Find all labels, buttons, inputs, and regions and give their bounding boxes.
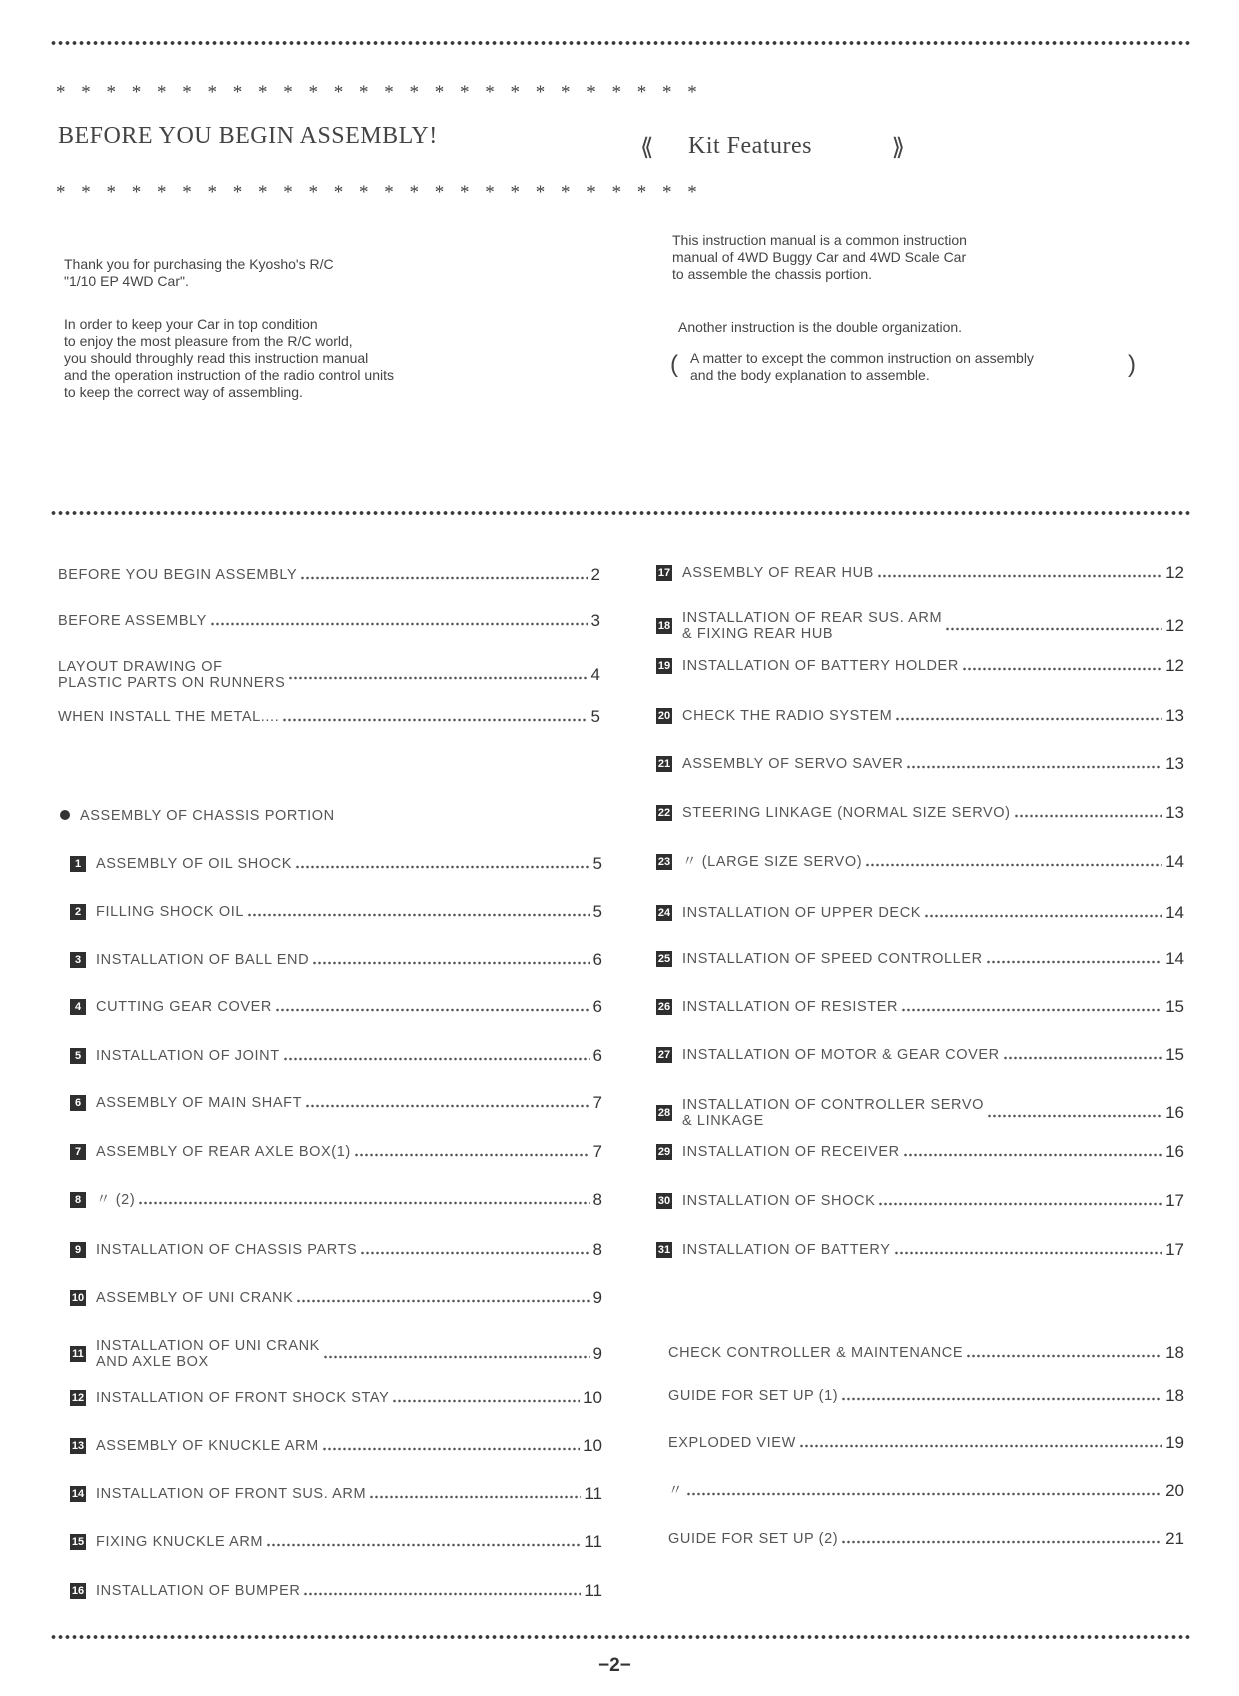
step-number-badge: 6 <box>70 1095 86 1111</box>
step-number-badge: 21 <box>657 758 671 770</box>
toc-entry-label: INSTALLATION OF JOINT <box>96 1048 280 1064</box>
dot-leader <box>903 1153 1162 1157</box>
toc-entry-page: 10 <box>583 1436 602 1455</box>
dot-leader <box>275 1008 590 1012</box>
dot-leader <box>312 961 589 965</box>
step-number-badge: 19 <box>657 660 671 672</box>
toc-entry-page: 11 <box>584 1484 602 1503</box>
toc-entry <box>70 1581 602 1601</box>
toc-entry-label: 〃 (LARGE SIZE SERVO) <box>682 854 863 870</box>
stars-top: * * * * * * * * * * * * * * * * * * * * * * * * * * <box>56 82 703 103</box>
toc-entry <box>668 1343 1184 1363</box>
toc-entry-page: 12 <box>1165 656 1184 675</box>
paren-close: ) <box>1128 351 1136 378</box>
toc-entry-page: 18 <box>1165 1386 1184 1405</box>
dot-leader <box>987 1114 1162 1118</box>
toc-entry <box>668 1481 1184 1501</box>
toc-entry-label: EXPLODED VIEW <box>668 1435 796 1451</box>
toc-entry-label: INSTALLATION OF BATTERY HOLDER <box>682 658 959 674</box>
dot-leader <box>296 1299 589 1303</box>
dot-leader <box>266 1543 581 1547</box>
dot-leader <box>878 1202 1162 1206</box>
toc-entry-label: INSTALLATION OF RESISTER <box>682 999 899 1015</box>
toc-entry <box>70 1142 602 1162</box>
toc-entry-label: ASSEMBLY OF KNUCKLE ARM <box>96 1438 319 1454</box>
toc-entry-label: INSTALLATION OF CONTROLLER SERVO & LINKAGE <box>682 1097 985 1129</box>
toc-entry-page: 6 <box>592 1046 602 1065</box>
step-number-badge: 17 <box>657 567 671 579</box>
toc-entry <box>58 565 600 585</box>
step-number-badge: 29 <box>657 1146 671 1158</box>
toc-entry-label: BEFORE ASSEMBLY <box>58 613 207 629</box>
toc-entry-label: INSTALLATION OF BUMPER <box>96 1583 301 1599</box>
dot-leader <box>303 1592 581 1596</box>
toc-entry-label: FIXING KNUCKLE ARM <box>96 1534 264 1550</box>
right-bracket: ⟫ <box>891 135 905 161</box>
step-number-badge: 18 <box>657 620 671 632</box>
toc-entry <box>656 706 1184 726</box>
toc-entry-page: 12 <box>1165 563 1184 582</box>
toc-entry-label: ASSEMBLY OF UNI CRANK <box>96 1290 294 1306</box>
toc-entry <box>668 1529 1184 1549</box>
dot-leader <box>841 1540 1162 1544</box>
toc-entry-page: 13 <box>1165 706 1184 725</box>
step-number-badge: 23 <box>657 856 671 868</box>
chassis-section-heading <box>60 808 335 824</box>
toc-entry-label: STEERING LINKAGE (NORMAL SIZE SERVO) <box>682 805 1011 821</box>
toc-entry <box>668 1433 1184 1453</box>
left-bracket: ⟪ <box>640 135 654 161</box>
toc-entry-label: 〃 (2) <box>96 1192 136 1208</box>
dot-leader <box>966 1354 1162 1358</box>
step-number-badge: 3 <box>70 952 86 968</box>
toc-entry <box>70 1532 602 1552</box>
toc-entry-page: 13 <box>1165 803 1184 822</box>
dot-leader <box>1003 1056 1162 1060</box>
intro-matter: A matter to except the common instruction on assembly and the body explanation to assemble. <box>690 350 1034 383</box>
toc-entry-label: LAYOUT DRAWING OF PLASTIC PARTS ON RUNNERS <box>58 659 286 691</box>
toc-entry-label: INSTALLATION OF BATTERY <box>682 1242 891 1258</box>
step-number-badge: 8 <box>70 1192 86 1208</box>
stars-bottom: * * * * * * * * * * * * * * * * * * * * * * * * * * <box>56 182 703 203</box>
toc-entry <box>70 854 602 874</box>
dot-leader <box>210 622 588 626</box>
toc-entry-label: ASSEMBLY OF REAR AXLE BOX(1) <box>96 1144 351 1160</box>
dot-leader <box>288 676 587 680</box>
step-number-badge: 2 <box>70 904 86 920</box>
toc-entry-page: 5 <box>590 707 600 726</box>
dot-leader <box>283 1057 590 1061</box>
toc-entry-page: 16 <box>1165 1103 1184 1122</box>
toc-entry <box>58 659 600 691</box>
toc-entry-label: ASSEMBLY OF SERVO SAVER <box>682 756 904 772</box>
toc-entry <box>656 563 1184 583</box>
toc-entry-label: INSTALLATION OF REAR SUS. ARM & FIXING REAR HUB <box>682 610 943 642</box>
dot-leader <box>799 1444 1162 1448</box>
toc-entry-label: INSTALLATION OF BALL END <box>96 952 310 968</box>
toc-entry-page: 14 <box>1165 903 1184 922</box>
toc-entry <box>58 707 600 727</box>
toc-entry <box>70 1436 602 1456</box>
toc-entry <box>656 852 1184 872</box>
toc-entry-label: INSTALLATION OF FRONT SUS. ARM <box>96 1486 367 1502</box>
toc-entry <box>656 1191 1184 1211</box>
toc-entry <box>70 1240 602 1260</box>
dot-leader <box>369 1495 581 1499</box>
toc-entry <box>656 1142 1184 1162</box>
toc-entry-page: 8 <box>592 1190 602 1209</box>
dot-leader <box>986 960 1162 964</box>
step-number-badge: 7 <box>70 1144 86 1160</box>
toc-entry <box>656 656 1184 676</box>
toc-entry <box>656 1240 1184 1260</box>
toc-entry <box>58 611 600 631</box>
dot-leader <box>924 914 1162 918</box>
paren-open: ( <box>670 351 678 378</box>
step-number-badge: 31 <box>657 1244 671 1256</box>
bottom-dotted-rule <box>50 1634 1190 1640</box>
intro-thanks: Thank you for purchasing the Kyosho's R/C "1/10 EP 4WD Car". <box>64 256 334 289</box>
toc-entry-page: 5 <box>592 854 602 873</box>
dot-leader <box>895 717 1162 721</box>
dot-leader <box>894 1251 1163 1255</box>
toc-entry-label: ASSEMBLY OF MAIN SHAFT <box>96 1095 303 1111</box>
toc-entry <box>656 754 1184 774</box>
step-number-badge: 30 <box>657 1195 671 1207</box>
toc-entry-page: 6 <box>592 950 602 969</box>
page-title: BEFORE YOU BEGIN ASSEMBLY! <box>58 123 438 149</box>
toc-entry-page: 12 <box>1165 616 1184 635</box>
dot-leader <box>901 1008 1162 1012</box>
step-number-badge: 10 <box>71 1292 85 1304</box>
dot-leader <box>945 627 1162 631</box>
step-number-badge: 5 <box>70 1048 86 1064</box>
toc-entry-page: 17 <box>1165 1240 1184 1259</box>
page-number: −2− <box>598 1655 631 1676</box>
step-number-badge: 24 <box>657 907 671 919</box>
dot-leader <box>295 865 589 869</box>
chassis-heading-label: ASSEMBLY OF CHASSIS PORTION <box>80 808 335 824</box>
step-number-badge: 25 <box>657 953 671 965</box>
dot-leader <box>322 1447 580 1451</box>
toc-entry-page: 2 <box>590 565 600 584</box>
step-number-badge: 1 <box>70 856 86 872</box>
step-number-badge: 14 <box>71 1488 85 1500</box>
step-number-badge: 4 <box>70 999 86 1015</box>
step-number-badge: 9 <box>70 1242 86 1258</box>
toc-entry-label: CHECK THE RADIO SYSTEM <box>682 708 893 724</box>
toc-entry <box>668 1386 1184 1406</box>
dot-leader <box>392 1399 580 1403</box>
step-number-badge: 28 <box>657 1107 671 1119</box>
toc-entry <box>70 1484 602 1504</box>
dot-leader <box>865 863 1162 867</box>
intro-manual: This instruction manual is a common instruction manual of 4WD Buggy Car and 4WD Scale Car to assemble the chassis portion. <box>672 232 967 282</box>
dot-leader <box>354 1153 590 1157</box>
step-number-badge: 27 <box>657 1049 671 1061</box>
toc-entry-label: INSTALLATION OF MOTOR & GEAR COVER <box>682 1047 1000 1063</box>
dot-leader <box>305 1104 589 1108</box>
middle-dotted-rule <box>50 510 1190 516</box>
toc-entry <box>70 1338 602 1370</box>
dot-leader <box>360 1251 589 1255</box>
step-number-badge: 11 <box>70 1346 86 1362</box>
toc-entry-label: ASSEMBLY OF REAR HUB <box>682 565 874 581</box>
toc-entry-label: 〃 <box>668 1483 684 1499</box>
toc-entry-page: 9 <box>592 1344 602 1363</box>
toc-entry-label: BEFORE YOU BEGIN ASSEMBLY <box>58 567 298 583</box>
bullet-icon <box>60 810 70 820</box>
toc-entry <box>70 1288 602 1308</box>
toc-entry-label: INSTALLATION OF CHASSIS PARTS <box>96 1242 358 1258</box>
toc-entry-page: 3 <box>590 611 600 630</box>
toc-entry <box>656 1045 1184 1065</box>
toc-entry-page: 16 <box>1165 1142 1184 1161</box>
toc-entry-page: 20 <box>1165 1481 1184 1500</box>
toc-entry-page: 9 <box>592 1288 602 1307</box>
toc-entry-label: GUIDE FOR SET UP (2) <box>668 1531 839 1547</box>
toc-entry-page: 13 <box>1165 754 1184 773</box>
step-number-badge: 12 <box>71 1392 85 1404</box>
toc-entry <box>70 902 602 922</box>
toc-entry-page: 15 <box>1165 997 1184 1016</box>
dot-leader <box>323 1355 590 1359</box>
toc-entry-page: 11 <box>584 1532 602 1551</box>
toc-entry <box>656 997 1184 1017</box>
toc-entry <box>70 1093 602 1113</box>
dot-leader <box>841 1397 1162 1401</box>
toc-entry-page: 14 <box>1165 852 1184 871</box>
toc-entry-page: 19 <box>1165 1433 1184 1452</box>
toc-entry-page: 5 <box>592 902 602 921</box>
toc-entry-page: 17 <box>1165 1191 1184 1210</box>
dot-leader <box>877 574 1162 578</box>
intro-order: In order to keep your Car in top condition to enjoy the most pleasure from the R/C world, you should throughly read this instruction manual and the operation instruction of the radio control units to keep the correct way of assembling. <box>64 316 394 400</box>
intro-another: Another instruction is the double organization. <box>678 319 963 335</box>
dot-leader <box>247 913 590 917</box>
toc-entry <box>656 1097 1184 1129</box>
step-number-badge: 20 <box>657 710 671 722</box>
dot-leader <box>906 765 1162 769</box>
dot-leader <box>962 667 1162 671</box>
toc-entry-label: WHEN INSTALL THE METAL.... <box>58 709 280 725</box>
toc-entry-page: 14 <box>1165 949 1184 968</box>
kit-features-title: Kit Features <box>688 133 812 159</box>
toc-entry <box>656 949 1184 969</box>
toc-entry <box>656 903 1184 923</box>
toc-entry <box>70 1046 602 1066</box>
toc-entry-page: 4 <box>590 665 600 684</box>
dot-leader <box>282 718 587 722</box>
toc-entry <box>70 1190 602 1210</box>
toc-entry <box>70 997 602 1017</box>
toc-entry-page: 8 <box>592 1240 602 1259</box>
toc-entry-page: 7 <box>592 1142 602 1161</box>
toc-entry-label: CHECK CONTROLLER & MAINTENANCE <box>668 1345 964 1361</box>
step-number-badge: 13 <box>71 1440 85 1452</box>
toc-entry-label: GUIDE FOR SET UP (1) <box>668 1388 839 1404</box>
toc-entry-label: ASSEMBLY OF OIL SHOCK <box>96 856 293 872</box>
step-number-badge: 15 <box>71 1536 85 1548</box>
step-number-badge: 26 <box>657 1001 671 1013</box>
toc-entry-label: INSTALLATION OF SPEED CONTROLLER <box>682 951 983 967</box>
dot-leader <box>138 1201 589 1205</box>
toc-entry-page: 7 <box>592 1093 602 1112</box>
toc-entry-label: INSTALLATION OF UPPER DECK <box>682 905 922 921</box>
toc-entry <box>70 950 602 970</box>
toc-entry-label: INSTALLATION OF RECEIVER <box>682 1144 900 1160</box>
top-dotted-rule <box>50 40 1190 46</box>
toc-entry-page: 18 <box>1165 1343 1184 1362</box>
toc-entry-label: CUTTING GEAR COVER <box>96 999 272 1015</box>
dot-leader <box>686 1492 1162 1496</box>
toc-entry-label: INSTALLATION OF SHOCK <box>682 1193 876 1209</box>
toc-entry <box>70 1388 602 1408</box>
toc-entry-label: INSTALLATION OF UNI CRANK AND AXLE BOX <box>96 1338 320 1370</box>
toc-entry <box>656 610 1184 642</box>
toc-entry-page: 11 <box>584 1581 602 1600</box>
step-number-badge: 22 <box>657 807 671 819</box>
toc-entry <box>656 803 1184 823</box>
toc-entry-page: 15 <box>1165 1045 1184 1064</box>
dot-leader <box>1014 814 1163 818</box>
step-number-badge: 16 <box>71 1585 85 1597</box>
toc-entry-page: 21 <box>1165 1529 1184 1548</box>
dot-leader <box>300 576 587 580</box>
toc-entry-label: FILLING SHOCK OIL <box>96 904 244 920</box>
toc-entry-label: INSTALLATION OF FRONT SHOCK STAY <box>96 1390 390 1406</box>
toc-entry-page: 6 <box>592 997 602 1016</box>
toc-entry-page: 10 <box>583 1388 602 1407</box>
